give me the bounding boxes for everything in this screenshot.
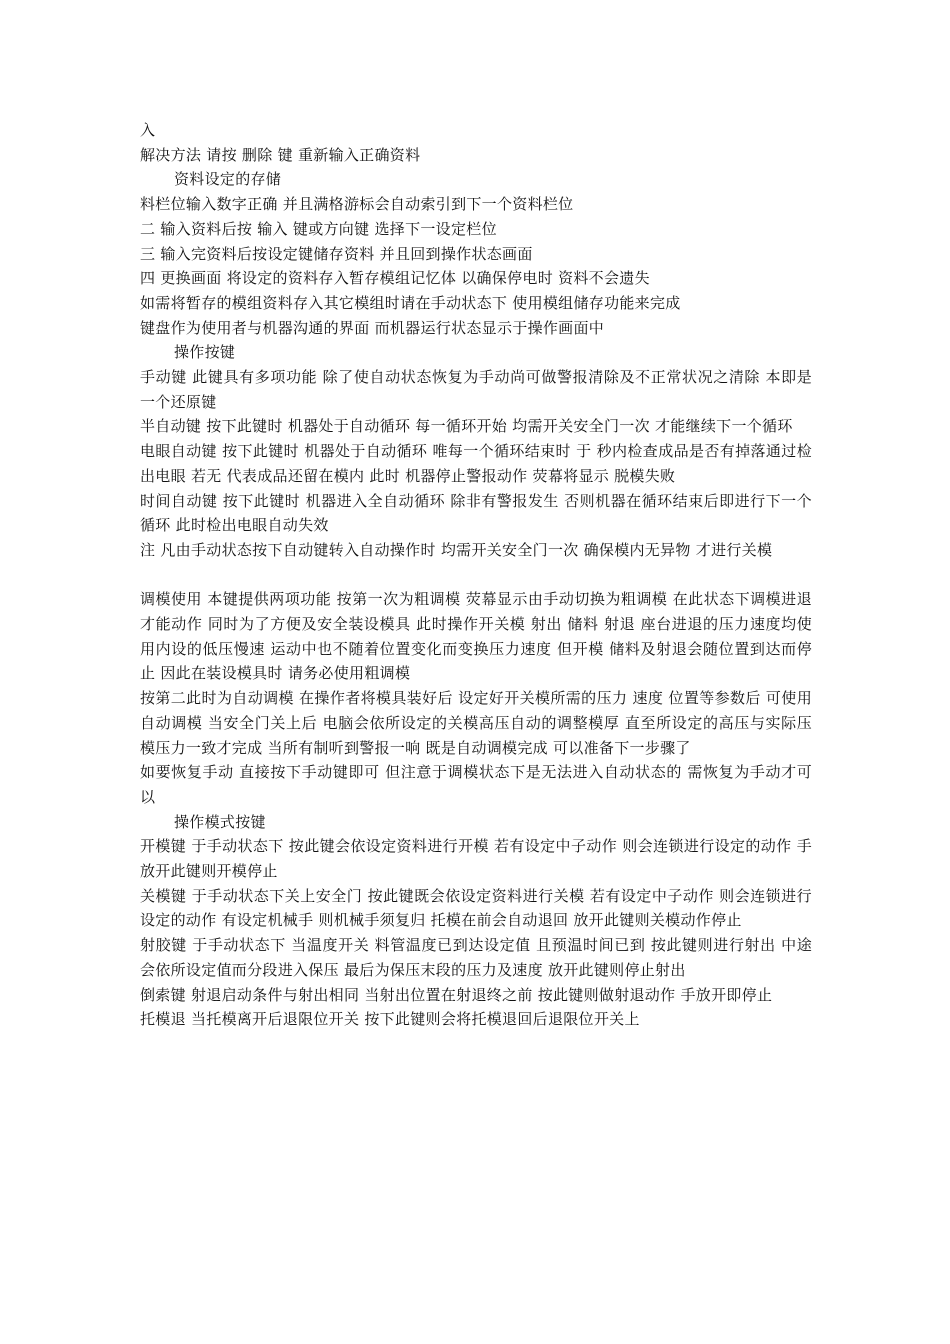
paragraph: 如要恢复手动 直接按下手动键即可 但注意于调模状态下是无法进入自动状态的 需恢复为手动才可以 xyxy=(140,763,812,806)
section-heading: 资料设定的存储 xyxy=(174,170,282,189)
paragraph: 托模退 当托模离开后退限位开关 按下此键则会将托模退回后退限位开关上 xyxy=(140,1010,640,1029)
paragraph: 键盘作为使用者与机器沟通的界面 而机器运行状态显示于操作画面中 xyxy=(140,318,605,337)
paragraph: 料栏位输入数字正确 并且满格游标会自动索引到下一个资料栏位 xyxy=(140,195,574,214)
section-heading: 操作模式按键 xyxy=(174,812,266,831)
paragraph: 手动键 此键具有多项功能 除了使自动状态恢复为手动尚可做警报清除及不正常状况之清除 本即是一个还原键 xyxy=(140,368,812,411)
section-heading: 操作按键 xyxy=(174,343,236,362)
paragraph: 入 xyxy=(140,121,156,139)
paragraph: 关模键 于手动状态下关上安全门 按此键既会依设定资料进行关模 若有设定中子动作 则会连锁进行设定的动作 有设定机械手 则机械手须复归 托模在前会自动退回 放开此键则关模动作停止 xyxy=(140,886,812,930)
paragraph: 电眼自动键 按下此键时 机器处于自动循环 唯每一个循环结束时 于 秒内检查成品是否有掉落通过检出电眼 若无 代表成品还留在模内 此时 机器停止警报动作 荧幕将显示 脱模失败 xyxy=(140,442,812,485)
paragraph: 三 输入完资料后按设定键储存资料 并且回到操作状态画面 xyxy=(140,244,533,263)
paragraph: 四 更换画面 将设定的资料存入暂存模组记忆体 以确保停电时 资料不会遗失 xyxy=(140,269,650,288)
paragraph: 二 输入资料后按 输入 键或方向键 选择下一设定栏位 xyxy=(140,219,497,238)
paragraph: 射胶键 于手动状态下 当温度开关 料管温度已到达设定值 且预温时间已到 按此键则进行射出 中途会依所设定值而分段进入保压 最后为保压末段的压力及速度 放开此键则停止射出 xyxy=(140,936,812,979)
paragraph: 倒索键 射退启动条件与射出相同 当射出位置在射退终之前 按此键则做射退动作 手放开即停止 xyxy=(140,985,773,1004)
paragraph: 注 凡由手动状态按下自动键转入自动操作时 均需开关安全门一次 确保模内无异物 才进行关模 xyxy=(140,540,773,559)
paragraph: 解决方法 请按 删除 键 重新输入正确资料 xyxy=(140,145,421,164)
document-body xyxy=(140,118,812,1032)
paragraph: 如需将暂存的模组资料存入其它模组时请在手动状态下 使用模组储存功能来完成 xyxy=(140,293,681,312)
paragraph: 半自动键 按下此键时 机器处于自动循环 每一循环开始 均需开关安全门一次 才能继续下一个循环 xyxy=(140,417,793,436)
paragraph: 时间自动键 按下此键时 机器进入全自动循环 除非有警报发生 否则机器在循环结束后即进行下一个循环 此时检出电眼自动失效 xyxy=(140,491,812,535)
paragraph: 开模键 于手动状态下 按此键会依设定资料进行开模 若有设定中子动作 则会连锁进行设定的动作 手放开此键则开模停止 xyxy=(140,837,812,881)
paragraph: 按第二此时为自动调模 在操作者将模具装好后 设定好开关模所需的压力 速度 位置等参数后 可使用自动调模 当安全门关上后 电脑会依所设定的关模高压自动的调整模厚 直至所设定的高压与实际压模压力一致才完成 当所有制听到警报一响 既是自动调模完成 可以准备下一步骤了 xyxy=(140,689,812,757)
blank-line xyxy=(140,563,812,588)
paragraph: 调模使用 本键提供两项功能 按第一次为粗调模 荧幕显示由手动切换为粗调模 在此状态下调模进退才能动作 同时为了方便及安全装设模具 此时操作开关模 射出 储料 射退 座台进退的压力速度均使用内设的低压慢速 运动中也不随着位置变化而变换压力速度 但开模 储料及射退会随位置到达而停止 因此在装设模具时 请务必使用粗调模 xyxy=(140,590,812,683)
